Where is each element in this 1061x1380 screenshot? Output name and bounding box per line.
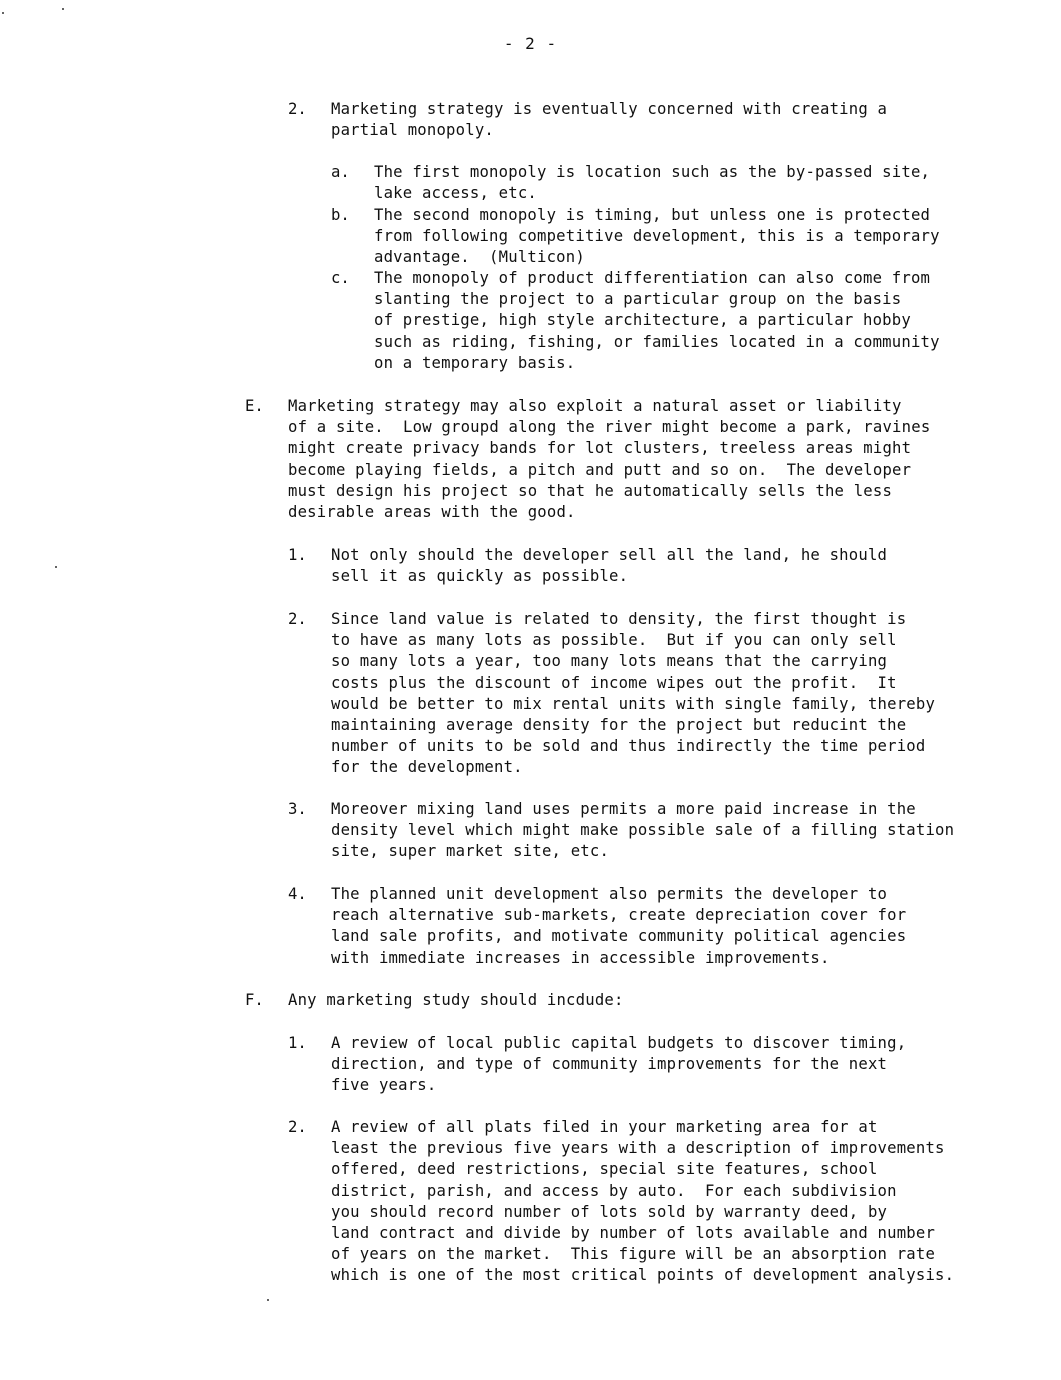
- text-line: Moreover mixing land uses permits a more paid increase in the: [331, 800, 916, 818]
- text-line: for the development.: [331, 758, 523, 777]
- text-line: A review of all plats filed in your marketing area for at: [331, 1118, 878, 1136]
- text-line: partial monopoly.: [331, 121, 494, 140]
- item-marker-f1: 1.: [288, 1034, 307, 1052]
- item-e3-text: [331, 799, 954, 863]
- text-line: land contract and divide by number of lots available and number: [331, 1224, 936, 1243]
- text-line: such as riding, fishing, or families located in a community: [374, 332, 940, 351]
- item-d2b-text: [374, 205, 940, 269]
- text-line: least the previous five years with a description of improvements: [331, 1139, 945, 1158]
- text-line: of a site. Low groupd along the river might become a park, ravines: [288, 418, 931, 437]
- text-line: lake access, etc.: [374, 184, 537, 203]
- item-marker-e2: 2.: [288, 610, 307, 628]
- section-marker-f: F.: [245, 991, 264, 1009]
- text-line: to have as many lots as possible. But if you can only sell: [331, 631, 897, 650]
- item-marker-e4: 4.: [288, 885, 307, 903]
- text-line: advantage. (Multicon): [374, 248, 585, 267]
- item-marker-d2: 2.: [288, 100, 307, 118]
- scan-speck: [55, 566, 57, 568]
- item-marker-f2: 2.: [288, 1118, 307, 1136]
- text-line: from following competitive development, this is a temporary: [374, 227, 940, 246]
- text-line: costs plus the discount of income wipes out the profit. It: [331, 673, 897, 692]
- item-marker-d2a: a.: [331, 163, 350, 181]
- item-marker-e3: 3.: [288, 800, 307, 818]
- text-line: A review of local public capital budgets to discover timing,: [331, 1034, 907, 1052]
- item-d2a-text: [374, 162, 930, 204]
- text-line: density level which might make possible sale of a filling station: [331, 821, 955, 840]
- text-line: on a temporary basis.: [374, 353, 576, 372]
- scan-speck: [267, 1299, 269, 1301]
- text-line: The monopoly of product differentiation can also come from: [374, 269, 931, 287]
- text-line: Marketing strategy may also exploit a natural asset or liability: [288, 397, 902, 415]
- text-line: five years.: [331, 1076, 437, 1095]
- text-line: you should record number of lots sold by warranty deed, by: [331, 1202, 888, 1221]
- scan-speck: [62, 8, 64, 10]
- text-line: site, super market site, etc.: [331, 842, 610, 861]
- item-marker-d2b: b.: [331, 206, 350, 224]
- text-line: The planned unit development also permits the developer to: [331, 885, 888, 903]
- item-marker-e1: 1.: [288, 546, 307, 564]
- text-line: might create privacy bands for lot clusters, treeless areas might: [288, 439, 912, 458]
- page-number: - 2 -: [503, 34, 558, 53]
- text-line: Marketing strategy is eventually concerned with creating a: [331, 100, 888, 118]
- text-line: Not only should the developer sell all the land, he should: [331, 546, 888, 564]
- section-marker-e: E.: [245, 397, 264, 415]
- text-line: sell it as quickly as possible.: [331, 567, 629, 586]
- item-marker-d2c: c.: [331, 269, 350, 287]
- text-line: number of units to be sold and thus indirectly the time period: [331, 737, 926, 756]
- text-line: reach alternative sub-markets, create depreciation cover for: [331, 906, 907, 925]
- text-line: with immediate increases in accessible improvements.: [331, 948, 830, 967]
- text-line: of prestige, high style architecture, a particular hobby: [374, 311, 911, 330]
- item-d2c-text: [374, 268, 940, 374]
- text-line: become playing fields, a pitch and putt and so on. The developer: [288, 460, 912, 479]
- item-e4-text: [331, 884, 906, 969]
- item-e1-text: [331, 545, 887, 587]
- text-line: which is one of the most critical points of development analysis.: [331, 1266, 955, 1285]
- text-line: Any marketing study should incdude:: [288, 991, 624, 1009]
- item-d2-text: [331, 99, 887, 141]
- text-line: desirable areas with the good.: [288, 503, 576, 522]
- text-line: district, parish, and access by auto. For each subdivision: [331, 1181, 897, 1200]
- scan-speck: [2, 12, 4, 14]
- text-line: would be better to mix rental units with single family, thereby: [331, 694, 936, 713]
- text-line: direction, and type of community improvements for the next: [331, 1055, 888, 1074]
- text-line: maintaining average density for the project but reducint the: [331, 716, 907, 735]
- text-line: slanting the project to a particular group on the basis: [374, 290, 902, 309]
- item-f1-text: [331, 1033, 906, 1097]
- text-line: The first monopoly is location such as the by-passed site,: [374, 163, 931, 181]
- text-line: so many lots a year, too many lots means that the carrying: [331, 652, 888, 671]
- text-line: land sale profits, and motivate community political agencies: [331, 927, 907, 946]
- item-f2-text: [331, 1117, 954, 1287]
- text-line: offered, deed restrictions, special site features, school: [331, 1160, 878, 1179]
- section-f-text: [288, 990, 624, 1011]
- text-line: Since land value is related to density, the first thought is: [331, 610, 907, 628]
- item-e2-text: [331, 609, 935, 779]
- text-line: The second monopoly is timing, but unless one is protected: [374, 206, 931, 224]
- section-e-text: [288, 396, 930, 523]
- text-line: of years on the market. This figure will be an absorption rate: [331, 1245, 936, 1264]
- text-line: must design his project so that he automatically sells the less: [288, 481, 893, 500]
